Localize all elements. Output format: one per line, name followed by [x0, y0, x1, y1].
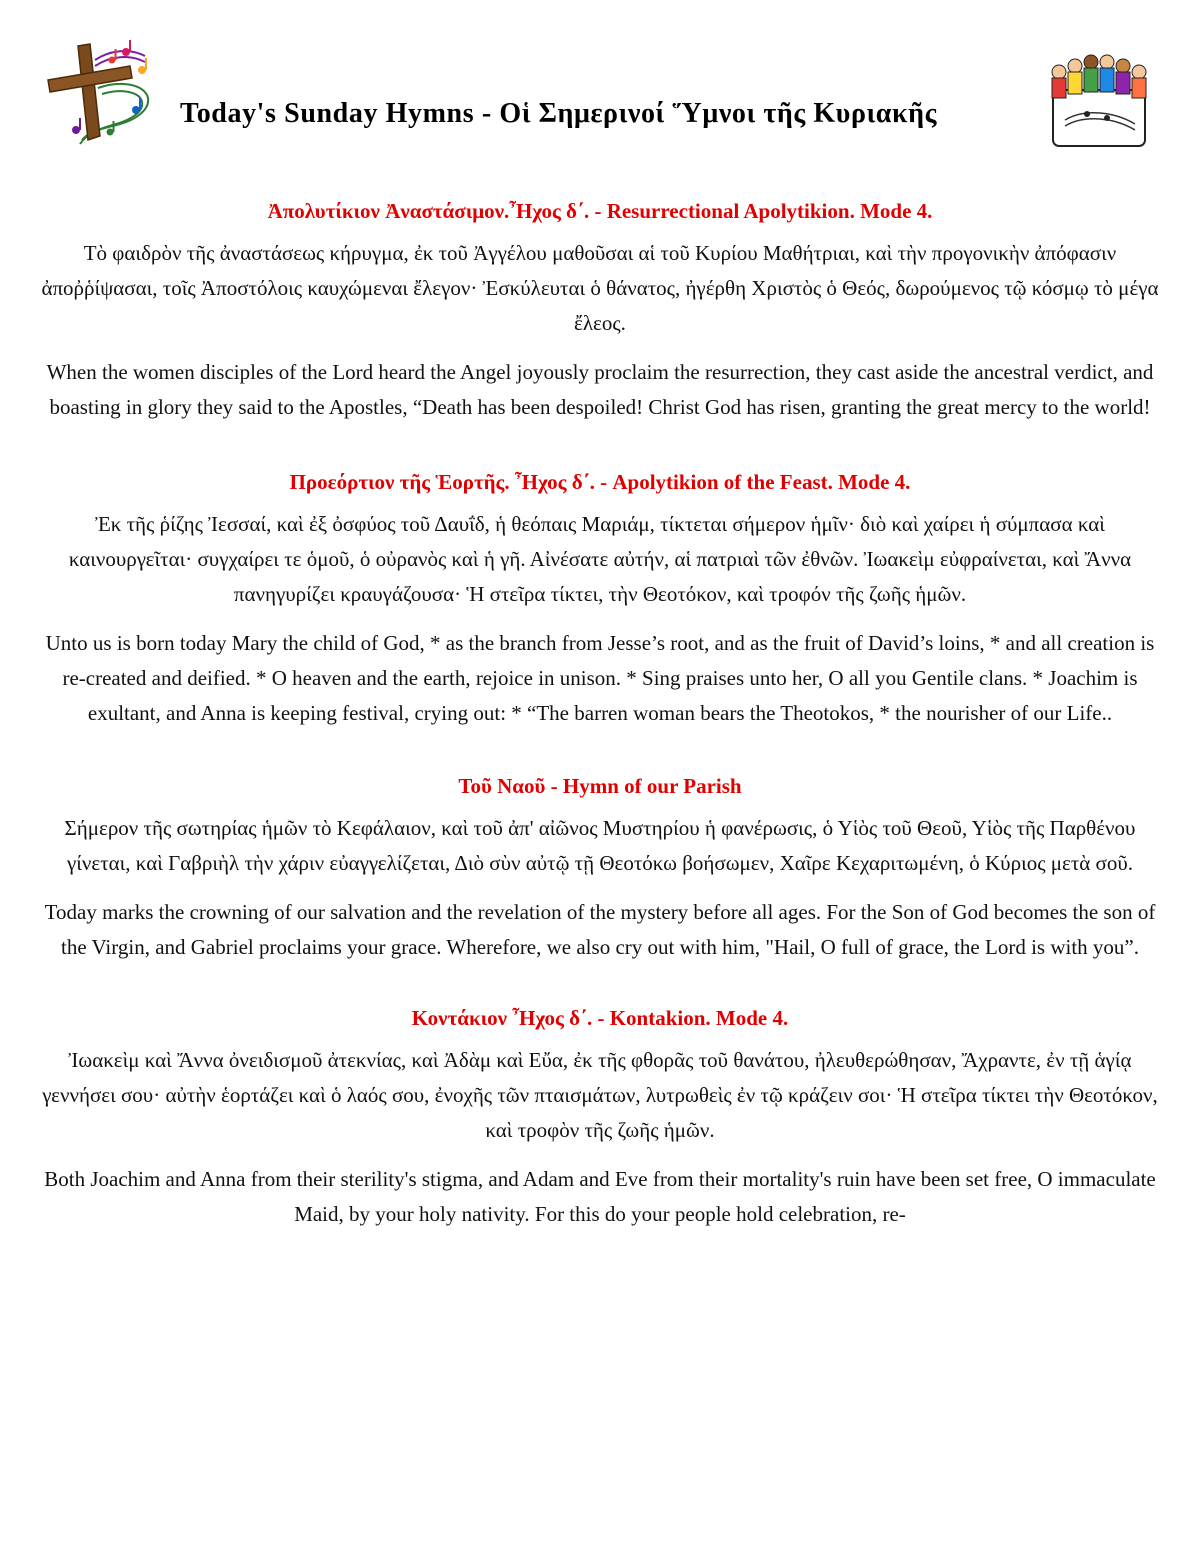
english-text: When the women disciples of the Lord heard the Angel joyously proclaim the resurrection, they cast aside the ancestral verdict, and boasting in glory they said to the Apostles, “Death has been despoiled! Christ God has risen, granting the great mercy to the world! [46, 360, 1154, 419]
choir-singers-icon [1045, 50, 1153, 152]
hymn-section-apolytikion-resurrectional [40, 196, 1160, 425]
english-text: Both Joachim and Anna from their sterility's stigma, and Adam and Eve from their mortality's ruin have been set free, O immaculate Maid, by your holy nativity. For this do your people hold celebration, re- [44, 1167, 1156, 1226]
hymns-content [40, 196, 1160, 1232]
section-heading: Κοντάκιον Ἦχος δ΄. - Kontakion. Mode 4. [411, 1006, 789, 1030]
english-text: Unto us is born today Mary the child of God, * as the branch from Jesse’s root, and as the fruit of David’s loins, * and all creation is re-created and deified. * O heaven and the earth, rejoice in unison. * Sing praises unto her, O all you Gentile clans. * Joachim is exultant, and Anna is keeping festival, crying out: * “The barren woman bears the Theotokos, * the nourisher of our Life.. [45, 631, 1155, 725]
cross-with-music-notes-icon [40, 40, 155, 150]
hymn-section-apolytikion-feast [40, 467, 1160, 731]
greek-text: Ἐκ τῆς ῥίζης Ἰεσσαί, καὶ ἐξ ὀσφύος τοῦ Δαυΐδ, ἡ θεόπαις Μαριάμ, τίκτεται σήμερον ἡμῖν· διὸ καὶ χαίρει ἡ σύμπασα καὶ καινουργεῖται· συγχαίρει τε ὁμοῦ, ὁ οὐρανὸς καὶ ἡ γῆ. Αἰνέσατε αὐτήν, αἱ πατριαὶ τῶν ἐθνῶν. Ἰωακεὶμ εὐφραίνεται, καὶ Ἄννα πανηγυρίζει κραυγάζουσα· Ἡ στεῖρα τίκτει, τὴν Θεοτόκον, καὶ τροφόν τῆς ζωῆς ἡμῶν. [68, 512, 1132, 606]
section-heading: Προεόρτιον τῆς Ἑορτῆς. Ἦχος δ΄. - Apolytikion of the Feast. Mode 4. [289, 470, 911, 494]
page-title: Today's Sunday Hymns - Οἱ Σημερινοί Ὕμνοι τῆς Κυριακῆς [180, 98, 938, 129]
greek-text: Ἰωακεὶμ καὶ Ἄννα ὀνειδισμοῦ ἀτεκνίας, καὶ Ἀδὰμ καὶ Εὔα, ἐκ τῆς φθορᾶς τοῦ θανάτου, ἠλευθερώθησαν, Ἄχραντε, ἐν τῇ ἁγίᾳ γεννήσει σου· αὐτὴν ἑορτάζει καὶ ὁ λαός σου, ἐνοχῆς τῶν πταισμάτων, λυτρωθεὶς ἐν τῷ κράζειν σοι· Ἡ στεῖρα τίκτει τὴν Θεοτόκον, καὶ τροφὸν τῆς ζωῆς ἡμῶν. [42, 1048, 1158, 1142]
hymn-section-kontakion [40, 1003, 1160, 1232]
greek-text: Σήμερον τῆς σωτηρίας ἡμῶν τὸ Κεφάλαιον, καὶ τοῦ ἀπ' αἰῶνος Μυστηρίου ἡ φανέρωσις, ὁ Υἱὸς τοῦ Θεοῦ, Υἱὸς τῆς Παρθένου γίνεται, καὶ Γαβριὴλ τὴν χάριν εὐαγγελίζεται, Διὸ σὺν αὐτῷ τῇ Θεοτόκω βοήσωμεν, Χαῖρε Κεχαριτωμένη, ὁ Κύριος μετὰ σοῦ. [64, 816, 1136, 875]
greek-text: Τὸ φαιδρὸν τῆς ἀναστάσεως κήρυγμα, ἐκ τοῦ Ἀγγέλου μαθοῦσαι αἱ τοῦ Κυρίου Μαθήτριαι, καὶ τὴν προγονικὴν ἀπόφασιν ἀποῤῥίψασαι, τοῖς Ἀποστόλοις καυχώμεναι ἔλεγον· Ἐσκύλευται ὁ θάνατος, ἠγέρθη Χριστὸς ὁ Θεός, δωρούμενος τῷ κόσμῳ τὸ μέγα ἔλεος. [41, 241, 1159, 335]
hymn-section-parish [40, 771, 1160, 965]
section-heading: Ἀπολυτίκιον Ἀναστάσιμον.Ἦχος δ΄. - Resurrectional Apolytikion. Mode 4. [267, 199, 933, 223]
page-header [0, 0, 1200, 170]
section-heading: Τοῦ Ναοῦ - Hymn of our Parish [458, 774, 742, 798]
english-text: Today marks the crowning of our salvation and the revelation of the mystery before all ages. For the Son of God becomes the son of the Virgin, and Gabriel proclaims your grace. Wherefore, we also cry out with him, "Hail, O full of grace, the Lord is with you”. [44, 900, 1156, 959]
